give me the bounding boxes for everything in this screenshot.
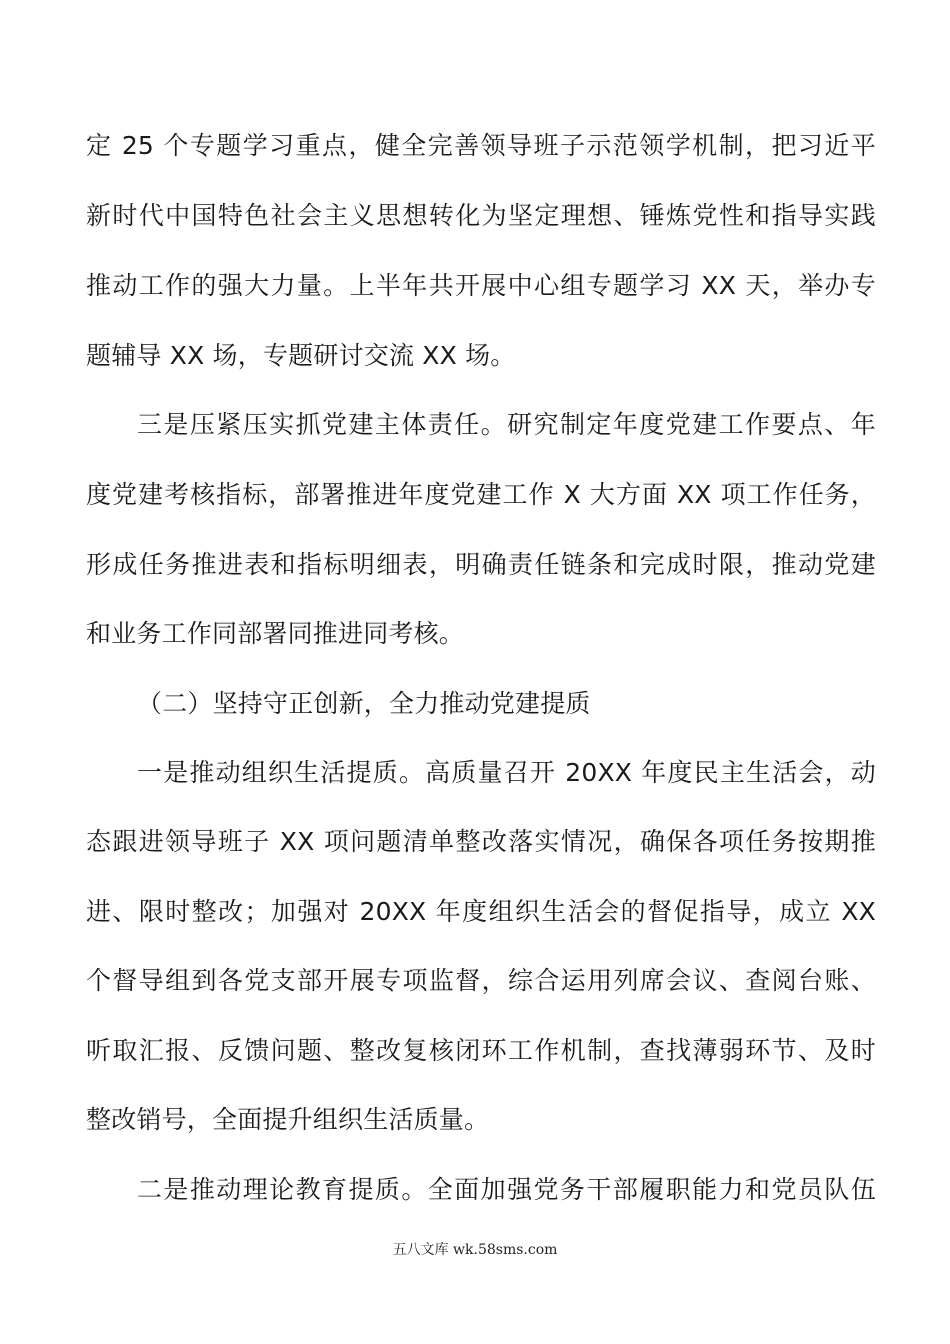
page-footer-watermark: 五八文库 wk.58sms.com xyxy=(392,1242,558,1258)
body-text-line: 题辅导 XX 场，专题研讨交流 XX 场。 xyxy=(86,341,516,370)
body-text-line: 听取汇报、反馈问题、整改复核闭环工作机制，查找薄弱环节、及时 xyxy=(86,1036,876,1065)
body-text-line: 态跟进领导班子 XX 项问题清单整改落实情况，确保各项任务按期推 xyxy=(86,827,876,856)
body-text-line: 度党建考核指标，部署推进年度党建工作 X 大方面 XX 项工作任务， xyxy=(86,480,876,509)
body-text-line: 新时代中国特色社会主义思想转化为坚定理想、锤炼党性和指导实践 xyxy=(86,201,876,230)
body-text-line: 推动工作的强大力量。上半年共开展中心组专题学习 XX 天，举办专 xyxy=(86,271,876,300)
body-text-line: 和业务工作同部署同推进同考核。 xyxy=(86,619,465,648)
section-heading: （二）坚持守正创新，全力推动党建提质 xyxy=(137,689,591,718)
body-text-line: 二是推动理论教育提质。全面加强党务干部履职能力和党员队伍 xyxy=(137,1175,876,1204)
body-text-line: 定 25 个专题学习重点，健全完善领导班子示范领学机制，把习近平 xyxy=(86,131,876,160)
body-text-line: 一是推动组织生活提质。高质量召开 20XX 年度民主生活会，动 xyxy=(137,758,876,787)
body-text-line: 形成任务推进表和指标明细表，明确责任链条和完成时限，推动党建 xyxy=(86,550,876,579)
body-text-line: 进、限时整改；加强对 20XX 年度组织生活会的督促指导，成立 XX xyxy=(86,897,876,926)
body-text-line: 整改销号，全面提升组织生活质量。 xyxy=(86,1105,490,1134)
body-text-line: 个督导组到各党支部开展专项监督，综合运用列席会议、查阅台账、 xyxy=(86,966,876,995)
body-text-line: 三是压紧压实抓党建主体责任。研究制定年度党建工作要点、年 xyxy=(137,410,876,439)
